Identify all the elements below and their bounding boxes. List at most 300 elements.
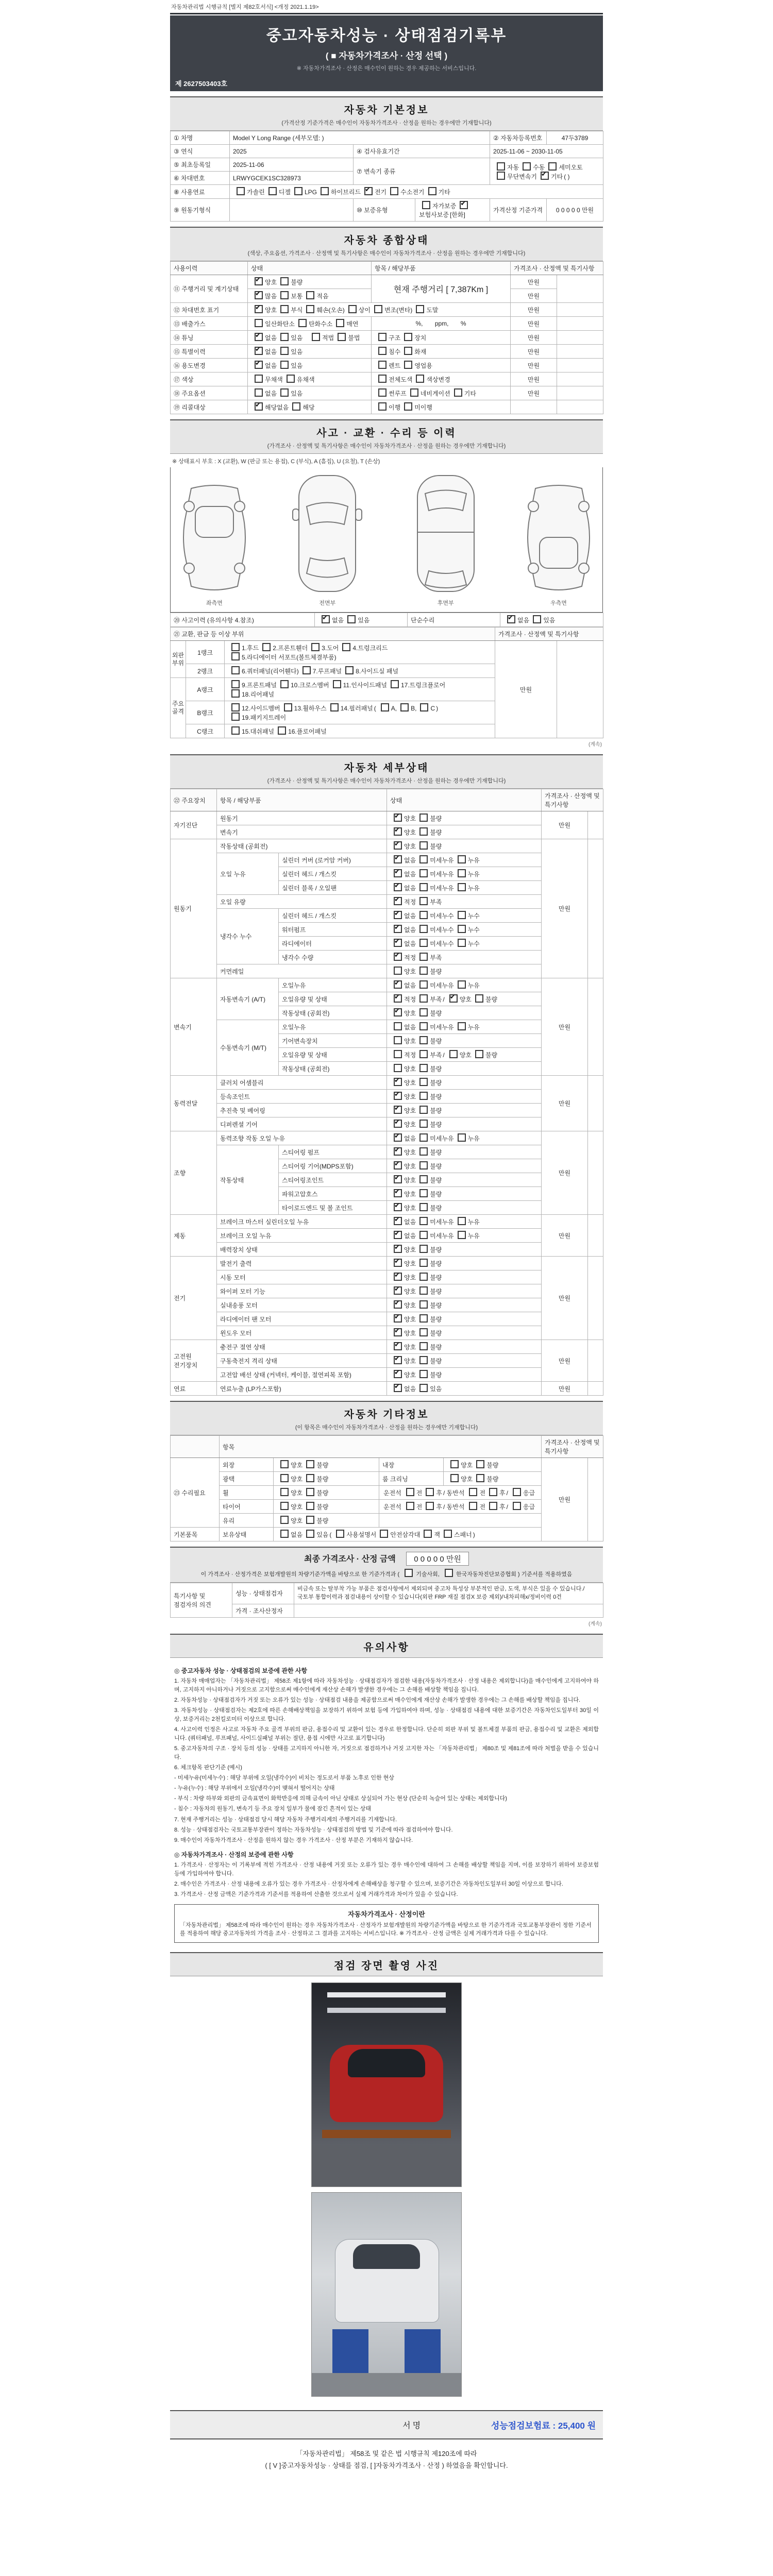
checkbox[interactable]: [394, 1175, 402, 1183]
checkbox[interactable]: [255, 291, 263, 299]
checkbox[interactable]: [312, 333, 320, 341]
checkbox[interactable]: [338, 333, 346, 341]
checkbox[interactable]: [330, 703, 339, 711]
checkbox[interactable]: [278, 726, 286, 735]
table-cell: [387, 1104, 542, 1117]
checkbox[interactable]: [419, 1022, 428, 1030]
checkbox[interactable]: [378, 402, 386, 411]
checkbox[interactable]: [280, 1530, 289, 1538]
table-cell: [588, 1076, 603, 1131]
checkbox[interactable]: [394, 1106, 402, 1114]
checkbox[interactable]: [458, 855, 466, 863]
checkbox[interactable]: [394, 827, 402, 836]
checkbox[interactable]: [394, 855, 402, 863]
checkbox[interactable]: [394, 1008, 402, 1016]
checkbox-label: 양호: [265, 307, 277, 314]
inspector-opinion-table: [170, 1583, 603, 1618]
checkbox[interactable]: [489, 1488, 497, 1496]
checkbox[interactable]: [231, 666, 240, 674]
checkbox[interactable]: [255, 277, 263, 285]
checkbox-label: 양호: [404, 1038, 416, 1045]
checkbox[interactable]: [513, 1488, 521, 1496]
checkbox[interactable]: [280, 1488, 289, 1496]
table-cell: 단순수리: [408, 613, 500, 627]
checkbox[interactable]: [458, 1231, 466, 1239]
checkbox-label: 장치: [414, 334, 427, 342]
checkbox[interactable]: [394, 994, 402, 1003]
table-cell: [387, 1270, 542, 1284]
checkbox-label: 안전삼각대: [390, 1531, 421, 1538]
checkbox[interactable]: [280, 388, 289, 397]
checkbox[interactable]: [419, 1092, 428, 1100]
checkbox[interactable]: [454, 388, 462, 397]
checkbox[interactable]: [469, 1502, 477, 1510]
checkbox[interactable]: [394, 1342, 402, 1350]
diagram-caption: 우측면: [550, 600, 567, 606]
checkbox[interactable]: [280, 347, 289, 355]
checkbox[interactable]: [419, 1259, 428, 1267]
exchange-panel-table: [170, 627, 603, 738]
checkbox[interactable]: [306, 1460, 314, 1468]
checkbox-label: 양호: [291, 1517, 303, 1524]
table-cell: 라디에이터 팬 모터: [217, 1312, 387, 1326]
checkbox[interactable]: [419, 953, 428, 961]
rear-window: [353, 2244, 420, 2269]
table-cell: B랭크: [186, 701, 225, 724]
checkbox[interactable]: [513, 1502, 521, 1510]
checkbox-label: 불량: [430, 1288, 442, 1295]
table-cell: [274, 1514, 379, 1528]
checkbox[interactable]: [394, 1078, 402, 1086]
checkbox[interactable]: [419, 1161, 428, 1170]
checkbox[interactable]: [394, 1314, 402, 1323]
checkbox[interactable]: [342, 643, 350, 651]
checkbox[interactable]: [458, 980, 466, 989]
checkbox[interactable]: [404, 347, 412, 355]
checkbox[interactable]: [394, 1370, 402, 1378]
checkbox-label: 7.루프패널: [312, 668, 342, 675]
checkbox[interactable]: [458, 939, 466, 947]
checkbox-label: 전체도색: [389, 376, 413, 383]
checkbox[interactable]: [422, 201, 430, 209]
checkbox[interactable]: [458, 911, 466, 919]
checkbox[interactable]: [497, 162, 505, 171]
checkbox[interactable]: [280, 277, 289, 285]
table-cell: [387, 1284, 542, 1298]
car-diagram-top-rear: [402, 470, 490, 607]
table-cell: [557, 317, 603, 331]
checkbox[interactable]: [419, 1231, 428, 1239]
table-cell: 만원: [511, 331, 557, 345]
checkbox[interactable]: [394, 1356, 402, 1364]
checkbox[interactable]: [489, 1502, 497, 1510]
checkbox[interactable]: [419, 1356, 428, 1364]
checkbox[interactable]: [394, 1231, 402, 1239]
checkbox[interactable]: [533, 615, 541, 623]
checkbox[interactable]: [394, 1050, 402, 1058]
checkbox-label: 10.크로스멤버: [290, 682, 329, 689]
table-cell: [387, 867, 542, 881]
checkbox[interactable]: [394, 1133, 402, 1142]
checkbox[interactable]: [419, 1384, 428, 1392]
checkbox[interactable]: [406, 1488, 414, 1496]
checkbox[interactable]: [476, 1460, 484, 1468]
checkbox-label: 있음: [291, 390, 303, 397]
checkbox-label: 기타: [551, 173, 563, 180]
checkbox[interactable]: [469, 1488, 477, 1496]
checkbox[interactable]: [394, 1328, 402, 1336]
checkbox[interactable]: [419, 994, 428, 1003]
checkbox[interactable]: [394, 869, 402, 877]
table-cell: [248, 317, 372, 331]
checkbox[interactable]: [378, 347, 386, 355]
checkbox[interactable]: [231, 680, 240, 688]
checkbox[interactable]: [419, 1078, 428, 1086]
checkbox[interactable]: [336, 319, 344, 327]
checkbox[interactable]: [321, 187, 329, 195]
checkbox[interactable]: [378, 333, 386, 341]
checkbox[interactable]: [458, 925, 466, 933]
checkbox[interactable]: [394, 883, 402, 891]
checkbox[interactable]: [378, 361, 386, 369]
checkbox[interactable]: [416, 305, 424, 313]
checkbox[interactable]: [419, 967, 428, 975]
checkbox[interactable]: [280, 1474, 289, 1482]
checkbox[interactable]: [394, 1286, 402, 1295]
checkbox[interactable]: [255, 305, 263, 313]
checkbox[interactable]: [419, 925, 428, 933]
checkbox[interactable]: [420, 703, 428, 711]
table-cell: 만원: [511, 317, 557, 331]
checkbox[interactable]: [449, 1050, 458, 1058]
checkbox[interactable]: [394, 1022, 402, 1030]
table-cell: [372, 331, 511, 345]
table-cell: [557, 331, 603, 345]
checkbox[interactable]: [405, 1569, 413, 1577]
checkbox[interactable]: [394, 1300, 402, 1309]
checkbox-label: 불량: [430, 829, 442, 836]
checkbox[interactable]: [306, 1488, 314, 1496]
final-price-band: [170, 1547, 603, 1583]
checkbox[interactable]: [336, 1530, 344, 1538]
table-cell: 실린더 블록 / 오일팬: [279, 881, 387, 895]
checkbox[interactable]: [303, 666, 311, 674]
checkbox[interactable]: [416, 375, 424, 383]
checkbox[interactable]: [458, 1217, 466, 1225]
checkbox[interactable]: [419, 1133, 428, 1142]
checkbox[interactable]: [394, 1064, 402, 1072]
checkbox[interactable]: [394, 1161, 402, 1170]
checkbox-label: 없음: [404, 926, 416, 934]
checkbox[interactable]: [394, 1259, 402, 1267]
checkbox[interactable]: [458, 1022, 466, 1030]
checkbox[interactable]: [476, 1474, 484, 1482]
checkbox[interactable]: [333, 680, 341, 688]
checkbox[interactable]: [394, 1189, 402, 1197]
checkbox[interactable]: [419, 883, 428, 891]
checkbox[interactable]: [424, 1530, 432, 1538]
checkbox[interactable]: [419, 1050, 428, 1058]
checkbox[interactable]: [280, 361, 289, 369]
checkbox[interactable]: [280, 305, 289, 313]
checkbox[interactable]: [280, 1516, 289, 1524]
checkbox[interactable]: [394, 953, 402, 961]
checkbox[interactable]: [419, 1189, 428, 1197]
table-cell: LRWYGCEK1SC328973: [230, 172, 354, 185]
checkbox[interactable]: [390, 187, 398, 195]
diagram-caption: 좌측면: [206, 600, 223, 606]
checkbox[interactable]: [287, 375, 295, 383]
checkbox[interactable]: [419, 814, 428, 822]
checkbox[interactable]: [419, 1300, 428, 1309]
checkbox[interactable]: [419, 939, 428, 947]
checkbox[interactable]: [419, 1036, 428, 1044]
inspection-photo-front: [311, 1982, 462, 2187]
checkbox[interactable]: [419, 1342, 428, 1350]
checkbox[interactable]: [426, 1502, 434, 1510]
checkbox[interactable]: [394, 1036, 402, 1044]
checkbox[interactable]: [306, 1530, 314, 1538]
checkbox[interactable]: [419, 1245, 428, 1253]
signature-band: [170, 2410, 603, 2439]
checkbox[interactable]: [394, 1120, 402, 1128]
table-cell: 유리: [220, 1514, 274, 1528]
checkbox[interactable]: [394, 1273, 402, 1281]
checkbox[interactable]: [419, 1217, 428, 1225]
checkbox[interactable]: [458, 1133, 466, 1142]
table-cell: [379, 1500, 542, 1514]
checkbox[interactable]: [231, 726, 240, 735]
checkbox[interactable]: [548, 162, 557, 171]
checkbox[interactable]: [255, 347, 263, 355]
text: ): [436, 705, 439, 712]
checkbox[interactable]: [378, 388, 386, 397]
checkbox-label: 기타: [464, 390, 476, 397]
checkbox[interactable]: [419, 1273, 428, 1281]
checkbox[interactable]: [406, 1502, 414, 1510]
checkbox[interactable]: [394, 841, 402, 850]
checkbox-label: 불량: [430, 1316, 442, 1323]
table-cell: [588, 978, 603, 1076]
checkbox[interactable]: [345, 666, 354, 674]
checkbox-label: 양호: [404, 1316, 416, 1323]
checkbox[interactable]: [381, 703, 389, 711]
table-cell: [557, 303, 603, 317]
checkbox[interactable]: [391, 680, 399, 688]
checkbox[interactable]: [404, 333, 412, 341]
checkbox[interactable]: [294, 187, 303, 195]
checkbox[interactable]: [450, 1460, 459, 1468]
table-cell: 만원: [542, 811, 588, 839]
checkbox[interactable]: [348, 305, 357, 313]
table-cell: 만원: [511, 275, 557, 289]
text: / 동반석: [443, 1503, 465, 1511]
checkbox[interactable]: [475, 1050, 483, 1058]
table-cell: [387, 909, 542, 923]
checkbox[interactable]: [306, 1502, 314, 1510]
table-cell: 만원: [542, 839, 588, 978]
checkbox[interactable]: [262, 643, 271, 651]
checkbox[interactable]: [458, 869, 466, 877]
checkbox[interactable]: [419, 980, 428, 989]
checkbox[interactable]: [394, 925, 402, 933]
checkbox-label: 누수: [467, 926, 480, 934]
checkbox[interactable]: [347, 615, 356, 623]
checkbox-label: 구조: [389, 334, 401, 342]
checkbox[interactable]: [419, 1106, 428, 1114]
text: (: [374, 705, 376, 712]
checkbox[interactable]: [394, 1384, 402, 1392]
checkbox[interactable]: [380, 1530, 388, 1538]
table-cell: 만원: [542, 1382, 588, 1396]
table-cell: [415, 199, 490, 222]
checkbox-label: 없음: [404, 1218, 416, 1226]
checkbox[interactable]: [458, 883, 466, 891]
checkbox[interactable]: [419, 1120, 428, 1128]
checkbox[interactable]: [306, 1516, 314, 1524]
checkbox[interactable]: [292, 402, 300, 411]
checkbox[interactable]: [419, 1064, 428, 1072]
table-cell: Model Y Long Range (세부모델: ): [230, 131, 490, 145]
notice-line: - 미세누유(미세누수) : 해당 부위에 오일(냉각수)이 비치는 정도로서 부품 노후로 인한 현상: [174, 1775, 394, 1782]
checkbox[interactable]: [280, 1460, 289, 1468]
checkbox[interactable]: [426, 1488, 434, 1496]
checkbox[interactable]: [523, 162, 531, 171]
checkbox[interactable]: [394, 967, 402, 975]
checkbox[interactable]: [419, 911, 428, 919]
checkbox[interactable]: [394, 1203, 402, 1211]
checkbox[interactable]: [419, 897, 428, 905]
table-cell: [387, 825, 542, 839]
checkbox[interactable]: [364, 187, 373, 195]
checkbox[interactable]: [298, 319, 307, 327]
checkbox[interactable]: [378, 375, 386, 383]
table-cell: [225, 641, 495, 664]
checkbox[interactable]: [497, 172, 505, 180]
checkbox[interactable]: [255, 319, 263, 327]
checkbox[interactable]: [394, 911, 402, 919]
checkbox-label: 전: [416, 1503, 423, 1511]
checkbox[interactable]: [394, 897, 402, 905]
checkbox[interactable]: [394, 1217, 402, 1225]
checkbox-label: 불량: [430, 1079, 442, 1087]
checkbox[interactable]: [394, 1147, 402, 1156]
checkbox[interactable]: [445, 1569, 453, 1577]
checkbox[interactable]: [450, 1474, 459, 1482]
checkbox[interactable]: [306, 1474, 314, 1482]
checkbox[interactable]: [231, 689, 240, 698]
checkbox[interactable]: [394, 939, 402, 947]
checkbox[interactable]: [419, 1203, 428, 1211]
checkbox-label: 불량: [316, 1476, 329, 1483]
checkbox[interactable]: [444, 1530, 452, 1538]
checkbox[interactable]: [394, 814, 402, 822]
checkbox[interactable]: [231, 652, 240, 660]
checkbox[interactable]: [306, 291, 314, 299]
checkbox[interactable]: [322, 615, 330, 623]
notice-block-2: [174, 1850, 599, 1899]
checkbox[interactable]: [449, 994, 458, 1003]
checkbox-label: 5.라디에이터 서포트(볼트체결부품): [242, 654, 337, 661]
checkbox[interactable]: [541, 172, 549, 180]
column-header: ㉑ 교환, 판금 등 이상 부위: [171, 628, 495, 641]
section-basic-info-header: [170, 96, 603, 131]
checkbox[interactable]: [507, 615, 515, 623]
checkbox-label: 불량: [316, 1462, 329, 1469]
checkbox[interactable]: [284, 703, 292, 711]
checkbox-label: 사용설명서: [346, 1531, 377, 1538]
table-cell: 스티어링 펌프: [279, 1145, 387, 1159]
checkbox[interactable]: [280, 333, 289, 341]
checkbox[interactable]: [419, 827, 428, 836]
checkbox[interactable]: [419, 1328, 428, 1336]
checkbox[interactable]: [460, 201, 468, 209]
checkbox[interactable]: [404, 361, 412, 369]
checkbox[interactable]: [394, 1245, 402, 1253]
damage-code-legend: ※ 상태표시 부호 : X (교환), W (판금 또는 용접), C (부식), A (흠집), U (요철), T (손상): [172, 459, 380, 465]
checkbox[interactable]: [268, 187, 277, 195]
checkbox[interactable]: [410, 388, 418, 397]
checkbox[interactable]: [374, 305, 382, 313]
checkbox[interactable]: [419, 1370, 428, 1378]
checkbox[interactable]: [255, 402, 263, 411]
checkbox[interactable]: [311, 643, 320, 651]
checkbox-label: 없음: [404, 912, 416, 920]
table-cell: 원동기: [171, 839, 217, 978]
checkbox[interactable]: [419, 1175, 428, 1183]
table-cell: 가격산정 기준가격: [490, 199, 547, 222]
checkbox[interactable]: [255, 375, 263, 383]
checkbox[interactable]: [231, 713, 240, 721]
checkbox[interactable]: [255, 388, 263, 397]
checkbox[interactable]: [419, 869, 428, 877]
checkbox[interactable]: [419, 1008, 428, 1016]
checkbox[interactable]: [419, 1314, 428, 1323]
checkbox[interactable]: [419, 841, 428, 850]
table-cell: 충전구 절연 상태: [217, 1340, 387, 1354]
checkbox[interactable]: [419, 1286, 428, 1295]
checkbox[interactable]: [280, 680, 289, 688]
checkbox[interactable]: [255, 333, 263, 341]
checkbox[interactable]: [280, 1502, 289, 1510]
checkbox[interactable]: [237, 187, 245, 195]
checkbox-label: 누유: [467, 1218, 480, 1226]
checkbox-label: 양호: [404, 843, 416, 850]
table-cell: 등속조인트: [217, 1090, 387, 1104]
checkbox[interactable]: [419, 855, 428, 863]
checkbox-label: 미세누유: [430, 885, 454, 892]
checkbox[interactable]: [231, 703, 240, 711]
checkbox[interactable]: [475, 994, 483, 1003]
checkbox[interactable]: [280, 291, 289, 299]
checkbox[interactable]: [419, 1147, 428, 1156]
checkbox-label: 잭: [434, 1531, 440, 1538]
table-cell: 커먼레일: [217, 964, 387, 978]
checkbox-label: 불량: [485, 1052, 498, 1059]
signature-label: 서명: [402, 2421, 423, 2430]
checkbox-label: 없음: [404, 1135, 416, 1142]
checkbox[interactable]: [400, 703, 409, 711]
checkbox[interactable]: [404, 402, 412, 411]
final-price-note-prefix: 이 가격조사 · 산정가격은 보험개발원의 차량기준가액을 바탕으로 한 기준가격과 (: [200, 1571, 400, 1578]
checkbox[interactable]: [231, 643, 240, 651]
checkbox[interactable]: [394, 1092, 402, 1100]
checkbox-label: 양호: [404, 1302, 416, 1309]
checkbox[interactable]: [255, 361, 263, 369]
checkbox[interactable]: [394, 980, 402, 989]
checkbox[interactable]: [428, 187, 436, 195]
checkbox[interactable]: [306, 305, 314, 313]
